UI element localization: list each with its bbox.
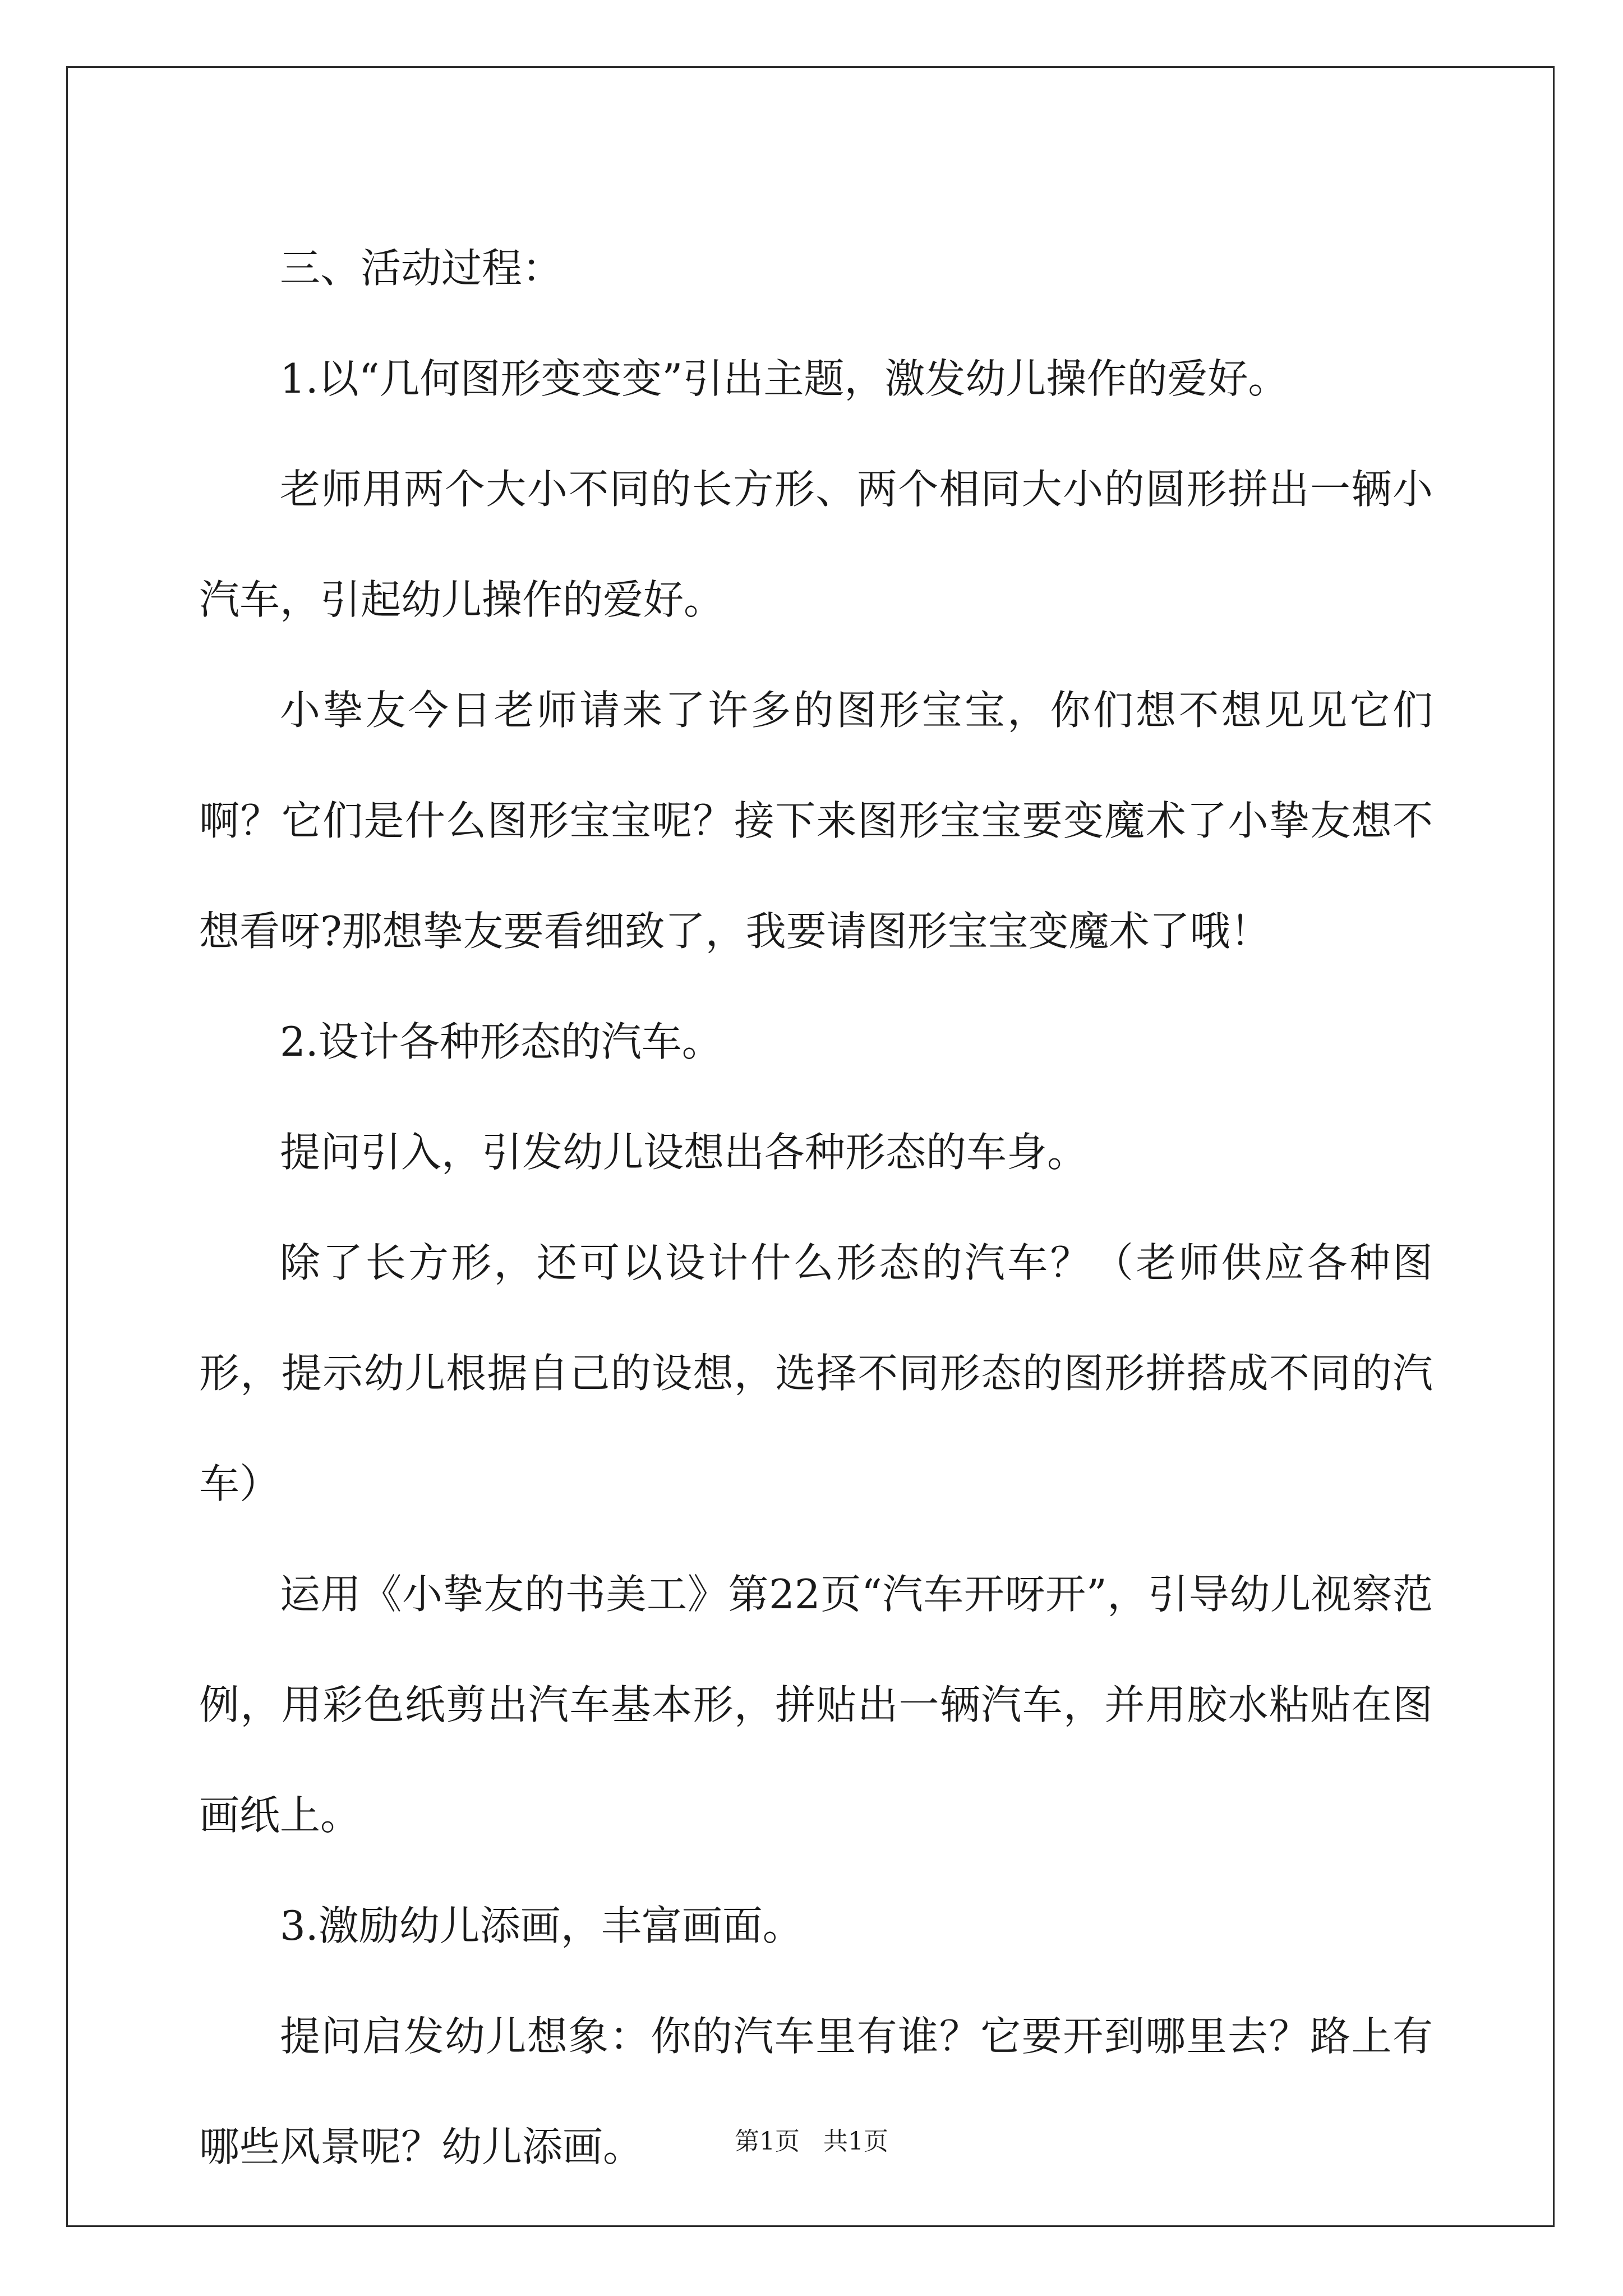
paragraph: 除了长方形，还可以设计什么形态的汽车？（老师供应各种图形，提示幼儿根据自己的设想，选择不同形态的图形拼搭成不同的汽车） [199, 1239, 1433, 1507]
paragraph: 提问引入，引发幼儿设想出各种形态的车身。 [280, 1129, 1088, 1176]
paragraph: 1.以“几何图形变变变”引出主题，激发幼儿操作的爱好。 [280, 355, 1289, 402]
paragraph: 小挚友今日老师请来了许多的图形宝宝，你们想不想见见它们啊？它们是什么图形宝宝呢？接下来图形宝宝要变魔术了小挚友想不想看呀?那想挚友要看细致了，我要请图形宝宝变魔术了哦！ [199, 687, 1433, 955]
section-heading: 三、活动过程： [280, 245, 563, 292]
document-body [199, 213, 1433, 2202]
paragraph: 3.激励幼儿添画，丰富画面。 [280, 1902, 803, 1949]
paragraph: 老师用两个大小不同的长方形、两个相同大小的圆形拼出一辆小汽车，引起幼儿操作的爱好。 [199, 466, 1433, 623]
paragraph: 2.设计各种形态的汽车。 [280, 1018, 722, 1065]
page-footer: 第1页 共1页 [735, 2127, 888, 2156]
paragraph: 运用《小挚友的书美工》第22页“汽车开呀开”，引导幼儿视察范例，用彩色纸剪出汽车基本形，拼贴出一辆汽车，并用胶水粘贴在图画纸上。 [199, 1571, 1433, 1839]
paragraph: 提问启发幼儿想象：你的汽车里有谁？它要开到哪里去？路上有哪些风景呢？幼儿添画。 [199, 2013, 1433, 2170]
